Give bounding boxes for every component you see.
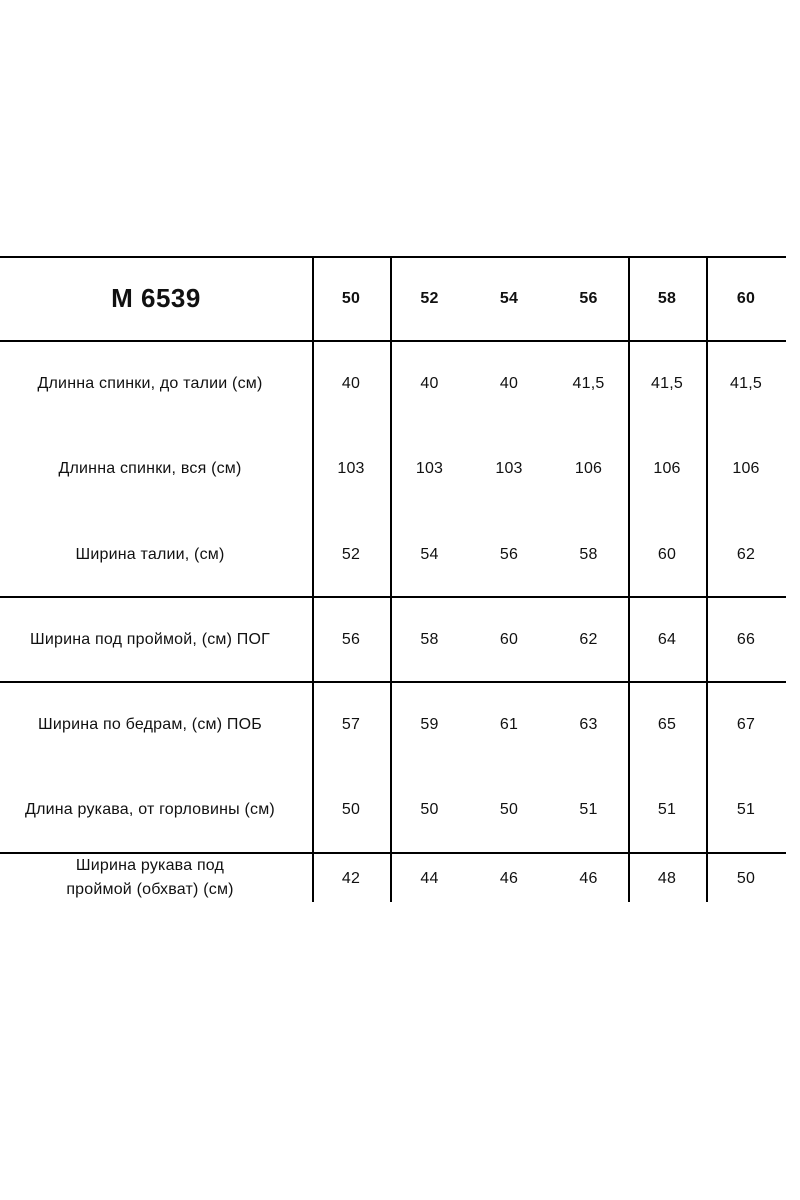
table-cell: 62 xyxy=(736,546,756,563)
row-label: Длина рукава, от горловины (см) xyxy=(25,801,275,818)
model-title: М 6539 xyxy=(111,283,201,313)
row-divider xyxy=(0,681,786,683)
table-cell: 48 xyxy=(657,870,677,887)
table-cell: 50 xyxy=(341,801,361,818)
table-cell: 106 xyxy=(574,460,603,477)
table-cell: 106 xyxy=(653,460,681,477)
table-cell: 65 xyxy=(657,716,677,733)
row-label: Ширина талии, (см) xyxy=(75,546,225,563)
table-cell: 103 xyxy=(415,460,444,477)
table-cell: 59 xyxy=(420,716,439,733)
table-cell: 56 xyxy=(341,631,361,648)
table-cell: 50 xyxy=(420,801,439,818)
table-cell: 46 xyxy=(579,870,598,887)
table-cell: 60 xyxy=(499,631,519,648)
table-cell: 103 xyxy=(337,460,365,477)
table-cell: 51 xyxy=(657,801,677,818)
row-label-line: проймой (обхват) (см) xyxy=(66,881,234,898)
table-cell: 50 xyxy=(499,801,519,818)
table-cell: 61 xyxy=(499,716,519,733)
row-label xyxy=(0,854,300,902)
table-cell: 62 xyxy=(579,631,598,648)
table-cell: 54 xyxy=(420,546,439,563)
table-cell: 58 xyxy=(420,631,439,648)
table-cell: 41,5 xyxy=(651,375,683,392)
table-cell: 44 xyxy=(420,870,439,887)
table-cell: 46 xyxy=(499,870,519,887)
table-cell: 50 xyxy=(736,870,756,887)
size-header: 56 xyxy=(579,290,598,307)
size-chart-table xyxy=(0,256,786,902)
table-cell: 42 xyxy=(341,870,361,887)
table-cell: 41,5 xyxy=(572,375,605,392)
table-cell: 66 xyxy=(736,631,756,648)
table-cell: 51 xyxy=(579,801,598,818)
table-cell: 67 xyxy=(736,716,756,733)
table-cell: 64 xyxy=(657,631,677,648)
table-cell: 57 xyxy=(341,716,361,733)
table-cell: 51 xyxy=(736,801,756,818)
table-cell: 58 xyxy=(579,546,598,563)
size-header: 54 xyxy=(499,290,519,307)
size-header: 52 xyxy=(420,290,439,307)
row-label: Ширина под проймой, (см) ПОГ xyxy=(29,631,271,648)
row-label-line: Ширина рукава под xyxy=(75,857,225,874)
table-cell: 40 xyxy=(499,375,519,392)
table-cell: 106 xyxy=(732,460,760,477)
table-cell: 40 xyxy=(420,375,439,392)
table-cell: 52 xyxy=(341,546,361,563)
row-label: Длинна спинки, до талии (см) xyxy=(37,375,263,392)
table-cell: 56 xyxy=(499,546,519,563)
table-cell: 103 xyxy=(495,460,523,477)
size-header: 58 xyxy=(657,290,677,307)
row-divider xyxy=(0,596,786,598)
table-cell: 41,5 xyxy=(730,375,762,392)
table-cell: 40 xyxy=(341,375,361,392)
table-cell: 60 xyxy=(657,546,677,563)
table-cell: 63 xyxy=(579,716,598,733)
row-label: Ширина по бедрам, (см) ПОБ xyxy=(38,716,262,733)
size-header: 50 xyxy=(341,290,361,307)
row-label: Длинна спинки, вся (см) xyxy=(58,460,242,477)
size-header: 60 xyxy=(736,290,756,307)
